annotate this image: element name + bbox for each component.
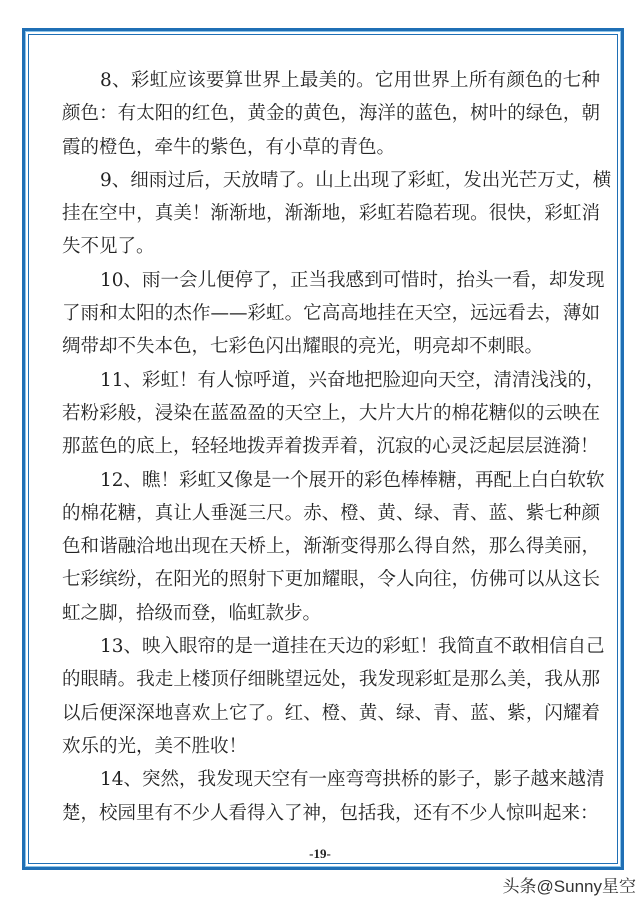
paragraph-line: 色和谐融洽地出现在天桥上，渐渐变得那么得自然，那么得美丽， [62,536,600,558]
paragraph-line: 虹之脚，拾级而登，临虹款步。 [62,602,322,624]
paragraph-line: 13、映入眼帘的是一道挂在天边的彩虹！我简直不敢相信自己 [100,636,605,658]
paragraph-line: 霞的橙色，牵牛的紫色，有小草的青色。 [62,136,396,158]
paragraph-line: 那蓝色的底上，轻轻地拨弄着拨弄着，沉寂的心灵泛起层层涟漪！ [62,436,599,458]
paragraph [62,264,605,364]
paragraph-line: 10、雨一会儿便停了，正当我感到可惜时，抬头一看，却发现 [100,269,605,291]
paragraph-line: 楚，校园里有不少人看得入了神，包括我，还有不少人惊叫起来： [62,802,599,824]
paragraph-line: 失不见了。 [62,236,155,258]
paragraph-line: 9、细雨过后，天放晴了。山上出现了彩虹，发出光芒万丈，横 [100,169,612,191]
paragraph-line: 了雨和太阳的杰作——彩虹。它高高地挂在天空，远远看去，薄如 [62,303,600,325]
page-number: -19- [309,846,331,861]
watermark: 头条@Sunny星空 [502,877,636,896]
paragraph-line: 8、彩虹应该要算世界上最美的。它用世界上所有颜色的七种 [100,70,600,91]
paragraph-line: 颜色：有太阳的红色，黄金的黄色，海洋的蓝色，树叶的绿色，朝 [62,103,600,125]
paragraph [62,164,612,264]
paragraph-line: 挂在空中，真美！渐渐地，渐渐地，彩虹若隐若现。很快，彩虹消 [62,203,600,225]
paragraph-line: 绸带却不失本色，七彩色闪出耀眼的亮光，明亮却不刺眼。 [62,336,544,358]
paragraph-line: 的棉花糖，真让人垂涎三尺。赤、橙、黄、绿、青、蓝、紫七种颜 [62,502,600,524]
paragraph-line: 11、彩虹！有人惊呼道，兴奋地把脸迎向天空，清清浅浅的， [100,369,605,391]
paragraph [62,64,600,164]
document-body [62,64,612,830]
paragraph-line: 12、瞧！彩虹又像是一个展开的彩色棒棒糖，再配上白白软软 [100,469,605,491]
paragraph-line: 欢乐的光，美不胜收！ [62,735,248,757]
paragraph [62,763,605,830]
paragraph-line: 若粉彩般，浸染在蓝盈盈的天空上，大片大片的棉花糖似的云映在 [62,402,600,424]
paragraph-line: 14、突然，我发现天空有一座弯弯拱桥的影子，影子越来越清 [100,769,605,791]
paragraph [62,630,605,763]
paragraph-line: 七彩缤纷，在阳光的照射下更加耀眼，令人向往，仿佛可以从这长 [62,569,600,591]
paragraph [62,364,605,464]
paragraph-line: 的眼睛。我走上楼顶仔细眺望远处，我发现彩虹是那么美，我从那 [62,669,600,691]
paragraph-line: 以后便深深地喜欢上它了。红、橙、黄、绿、青、蓝、紫，闪耀着 [62,702,600,724]
paragraph [62,464,605,630]
